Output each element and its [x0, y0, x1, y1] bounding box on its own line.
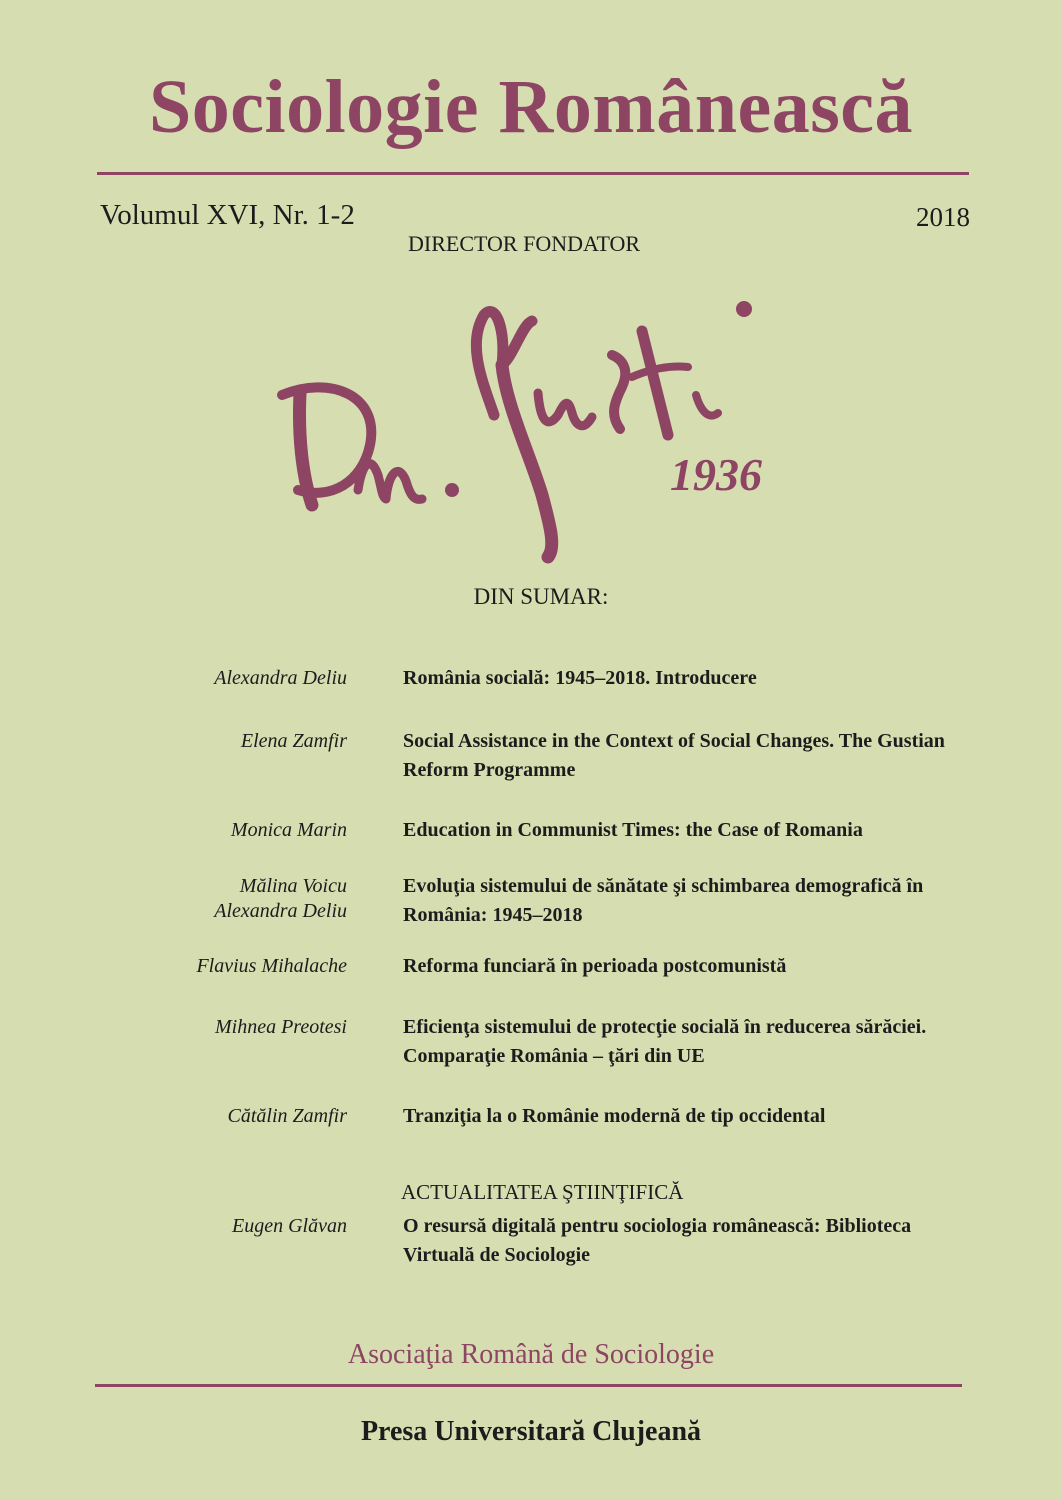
- toc-title-line: Comparaţie România – ţări din UE: [403, 1045, 705, 1067]
- toc-title: [403, 872, 1013, 930]
- toc-author: Cătălin Zamfir: [227, 1105, 347, 1127]
- toc-title-line: Reform Programme: [403, 759, 576, 781]
- publication-year: 2018: [916, 202, 970, 232]
- toc-title-line: România socială: 1945–2018. Introducere: [403, 667, 757, 689]
- toc-authors: [87, 729, 347, 754]
- toc-title: [403, 1212, 1013, 1270]
- founder-signature: [270, 285, 790, 575]
- toc-author: Mălina Voicu: [239, 875, 347, 897]
- toc-title-line: O resursă digitală pentru sociologia românească: Biblioteca: [403, 1215, 912, 1237]
- toc-title: [403, 1013, 1013, 1071]
- toc-author: Eugen Glăvan: [232, 1215, 347, 1237]
- summary-heading: DIN SUMAR:: [473, 584, 609, 609]
- association-name: Asociaţia Română de Sociologie: [347, 1339, 715, 1370]
- toc-title-line: Evoluţia sistemului de sănătate şi schimbarea demografică în: [403, 875, 924, 897]
- toc-title: [403, 1102, 1013, 1131]
- toc-author: Flavius Mihalache: [196, 955, 347, 977]
- toc-authors: [87, 1015, 347, 1040]
- toc-title-line: Education in Communist Times: the Case of Romania: [403, 819, 863, 841]
- top-divider: [97, 172, 969, 175]
- toc-author: Alexandra Deliu: [214, 667, 347, 689]
- toc-title-line: Social Assistance in the Context of Social Changes. The Gustian: [403, 730, 945, 752]
- volume-number: Volumul XVI, Nr. 1-2: [100, 199, 355, 231]
- toc-title-line: Virtuală de Sociologie: [403, 1244, 591, 1266]
- toc-author: Alexandra Deliu: [214, 900, 347, 922]
- toc-authors: [87, 954, 347, 979]
- toc-author: Mihnea Preotesi: [214, 1016, 347, 1038]
- toc-title: [403, 664, 1013, 693]
- toc-title: [403, 816, 1013, 845]
- toc-title-line: România: 1945–2018: [403, 904, 583, 926]
- section-label: ACTUALITATEA ŞTIINŢIFICĂ: [401, 1180, 684, 1204]
- toc-title: [403, 727, 1013, 785]
- bottom-divider: [95, 1384, 962, 1387]
- toc-authors: [87, 666, 347, 691]
- toc-authors: [87, 1104, 347, 1129]
- toc-authors: [87, 1214, 347, 1239]
- signature-year: 1936: [670, 449, 762, 500]
- toc-title-line: Reforma funciară în perioada postcomunistă: [403, 955, 787, 977]
- toc-authors: [87, 818, 347, 843]
- publisher-name: Presa Universitară Clujeană: [360, 1416, 702, 1447]
- journal-title: Sociologie Românească: [148, 65, 914, 149]
- toc-title-line: Tranziţia la o Românie modernă de tip occidental: [403, 1105, 826, 1127]
- toc-author: Monica Marin: [230, 819, 347, 841]
- founder-label: DIRECTOR FONDATOR: [408, 231, 641, 256]
- toc-title: [403, 952, 1013, 981]
- toc-title-line: Eficienţa sistemului de protecţie socială în reducerea sărăciei.: [403, 1016, 927, 1038]
- toc-authors: [87, 874, 347, 924]
- toc-author: Elena Zamfir: [240, 730, 347, 752]
